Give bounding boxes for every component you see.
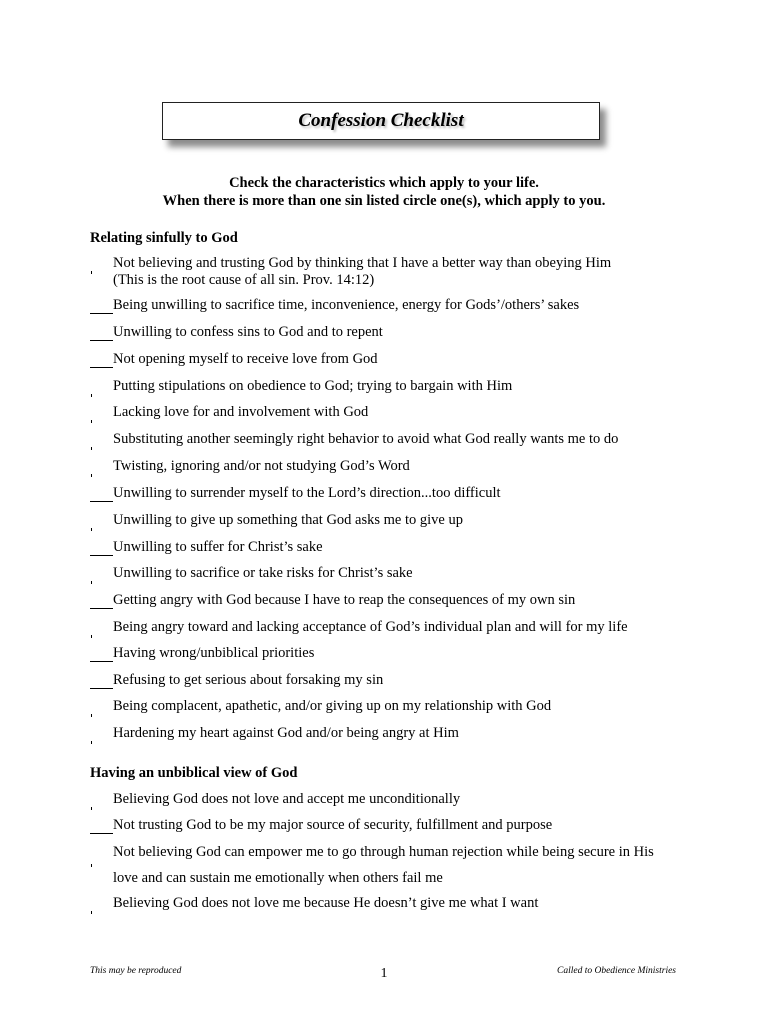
checklist-item[interactable]: Believing God does not love me because He doesn’t give me what I want [113, 895, 539, 911]
checkbox-blank[interactable] [90, 327, 113, 341]
section-heading-relating: Relating sinfully to God [90, 230, 238, 246]
checklist-item[interactable]: Unwilling to confess sins to God and to repent [90, 324, 690, 341]
checklist-item[interactable]: Hardening my heart against God and/or being angry at Him [113, 725, 459, 741]
checklist-item[interactable]: Not believing God can empower me to go through human rejection while being secure in His love and can sustain me emotionally when others fail me [113, 844, 654, 886]
checklist-item[interactable]: Having wrong/unbiblical priorities [90, 645, 690, 662]
checkbox-blank[interactable] [90, 354, 113, 368]
page-title: Confession Checklist [298, 110, 464, 131]
checklist-item[interactable]: Not trusting God to be my major source of security, fulfillment and purpose [90, 817, 690, 834]
footer-reproduce-note: This may be reproduced [90, 966, 182, 976]
checklist-item[interactable]: Being complacent, apathetic, and/or giving up on my relationship with God [113, 698, 552, 714]
checklist-item[interactable]: Putting stipulations on obedience to God; trying to bargain with Him [113, 378, 513, 394]
checkbox-blank[interactable] [90, 300, 113, 314]
checklist-item[interactable]: Being angry toward and lacking acceptance of God’s individual plan and will for my life [113, 619, 628, 635]
checklist-item[interactable]: Twisting, ignoring and/or not studying God’s Word [113, 458, 410, 474]
checklist-item[interactable]: Lacking love for and involvement with God [113, 404, 369, 420]
checklist-item[interactable]: Refusing to get serious about forsaking my sin [90, 672, 690, 689]
checkbox-blank[interactable] [90, 648, 113, 662]
checklist-item[interactable]: Unwilling to give up something that God asks me to give up [113, 512, 463, 528]
checklist-item[interactable]: Unwilling to surrender myself to the Lord’s direction...too difficult [90, 485, 690, 502]
title-box [162, 102, 600, 140]
checkbox-blank[interactable] [90, 675, 113, 689]
instruction-line-1: Check the characteristics which apply to your life. [229, 175, 539, 191]
checklist-item[interactable]: Substituting another seemingly right behavior to avoid what God really wants me to do [113, 431, 619, 447]
section-heading-unbiblical-view: Having an unbiblical view of God [90, 765, 298, 781]
instruction-line-2: When there is more than one sin listed circle one(s), which apply to you. [162, 193, 606, 209]
checklist-item[interactable]: Unwilling to sacrifice or take risks for Christ’s sake [113, 565, 413, 581]
checklist-item[interactable]: Getting angry with God because I have to reap the consequences of my own sin [90, 592, 690, 609]
checklist-item[interactable]: Being unwilling to sacrifice time, inconvenience, energy for Gods’/others’ sakes [90, 297, 690, 314]
checklist-item[interactable]: Unwilling to suffer for Christ’s sake [90, 539, 690, 556]
page-number: 1 [380, 966, 388, 981]
checklist-item[interactable]: Believing God does not love and accept me unconditionally [113, 791, 461, 807]
checklist-item[interactable]: Not believing and trusting God by thinking that I have a better way than obeying Him (This is the root cause of all sin. Prov. 14:12) [113, 255, 612, 288]
checkbox-blank[interactable] [90, 542, 113, 556]
checklist-item[interactable]: Not opening myself to receive love from God [90, 351, 690, 368]
checkbox-blank[interactable] [90, 595, 113, 609]
checkbox-blank[interactable] [90, 488, 113, 502]
checkbox-blank[interactable] [90, 820, 113, 834]
footer-ministry-name: Called to Obedience Ministries [557, 966, 676, 976]
